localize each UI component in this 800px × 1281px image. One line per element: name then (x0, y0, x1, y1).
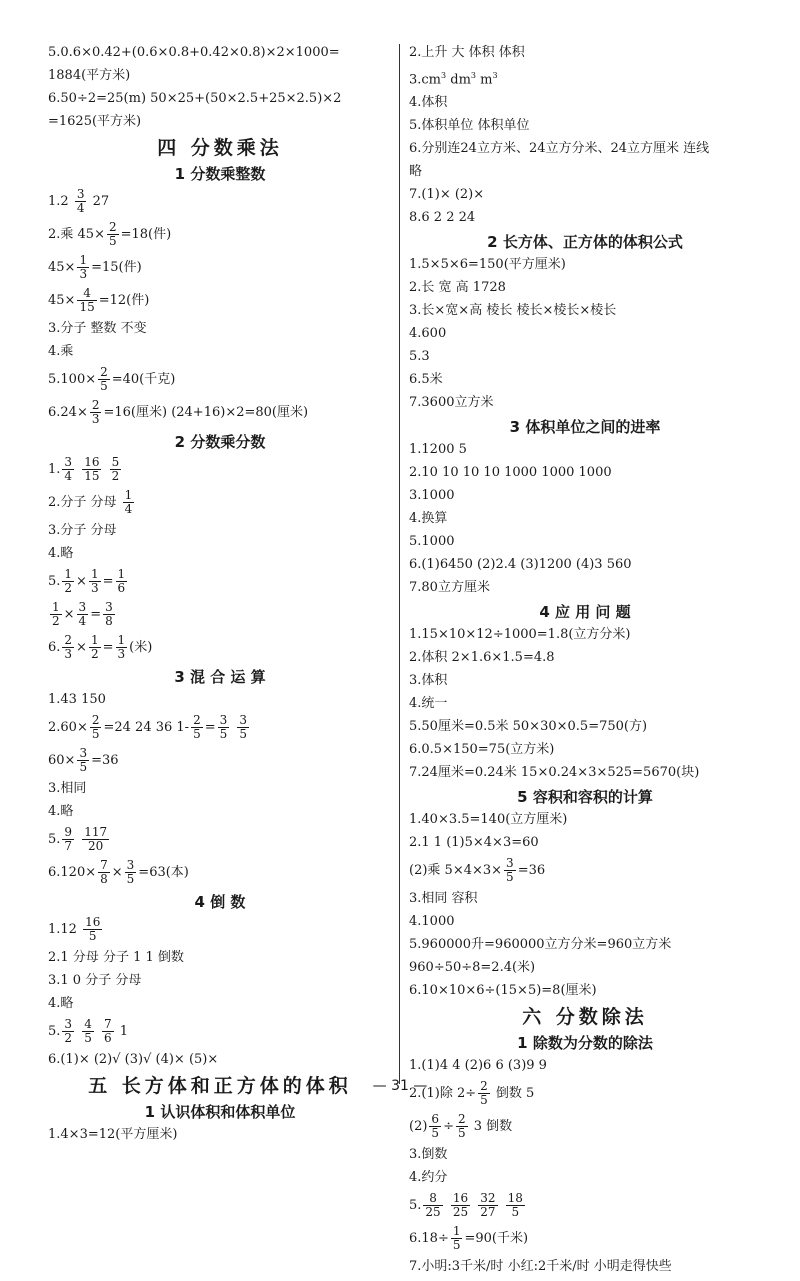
answer-line: 6. $\frac{2}{3}$ × $\frac{1}{2}$ = $\frac{1}{3}$ (米) (48, 633, 153, 661)
fraction: $\frac{3}{4}$ (64, 455, 73, 483)
answer-line: 5.100× $\frac{2}{5}$ =40(千克) (48, 365, 176, 393)
fraction: $\frac{1}{2}$ (90, 633, 99, 661)
answer-line: 7.3600立方米 (409, 395, 494, 411)
answer-line: 4.略 (48, 546, 74, 561)
answer-line: 4.约分 (409, 1170, 448, 1186)
fraction: $\frac{1}{5}$ (452, 1224, 461, 1253)
answer-line: 3.相同 (48, 781, 87, 796)
fraction: $\frac{2}{5}$ (480, 1079, 488, 1108)
fraction: $\frac{2}{3}$ (64, 633, 73, 661)
answer-line: 2.体积 2×1.6×1.5=4.8 (409, 650, 555, 666)
fraction: $\frac{2}{5}$ (91, 713, 100, 741)
answer-line: 1.43 150 (48, 692, 106, 707)
answer-line: (2) $\frac{6}{5}$ ÷ $\frac{2}{5}$ 3 倒数 (409, 1112, 513, 1141)
answer-line: 1.5×5×6=150(平方厘米) (409, 257, 566, 273)
fraction: $\frac{2}{5}$ (457, 1112, 466, 1141)
answer-line: 3.长×宽×高 棱长 棱长×棱长×棱长 (409, 303, 617, 319)
answer-line: 1884(平方米) (48, 68, 131, 83)
fraction: $\frac{32}{27}$ (480, 1191, 496, 1220)
fraction: $\frac{9}{7}$ (64, 825, 73, 853)
fraction: $\frac{2}{5}$ (193, 713, 201, 741)
fraction: $\frac{3}{5}$ (126, 858, 135, 886)
answer-line: 6.120× $\frac{7}{8}$ × $\frac{3}{5}$ =63(本) (48, 858, 189, 886)
answer-line: 5. $\frac{1}{2}$ × $\frac{1}{3}$ = $\frac{1}{6}$ (48, 567, 126, 595)
answer-line: 45× $\frac{1}{3}$ =15(件) (48, 253, 142, 281)
fraction: $\frac{3}{5}$ (79, 746, 88, 774)
answer-line: 5. $\frac{9}{7}$ $\frac{117}{20}$ (48, 825, 108, 853)
answer-line: 4.略 (48, 804, 74, 819)
answer-line: 45× $\frac{4}{15}$ =12(件) (48, 286, 150, 314)
fraction: $\frac{3}{8}$ (105, 600, 113, 628)
answer-line: 7.24厘米=0.24米 15×0.24×3×525=5670(块) (409, 765, 700, 781)
answer-line: 4.体积 (409, 95, 448, 111)
left-column (48, 44, 392, 1149)
fraction: $\frac{3}{4}$ (78, 600, 87, 628)
answer-line: 2.1 1 (1)5×4×3=60 (409, 835, 539, 851)
fraction: $\frac{2}{3}$ (91, 398, 100, 426)
fraction: $\frac{3}{2}$ (64, 1017, 73, 1045)
fraction: $\frac{3}{5}$ (219, 713, 228, 741)
fraction: $\frac{16}{5}$ (85, 915, 101, 943)
answer-line: 3.分子 整数 不变 (48, 321, 147, 336)
unit-heading: 五 长方体和正方体的体积 (88, 1075, 352, 1097)
answer-line: 略 (409, 164, 423, 180)
answer-line: 1.1200 5 (409, 442, 467, 458)
section-heading: 3 体积单位之间的进率 (509, 418, 661, 437)
answer-line: 6.24× $\frac{2}{3}$ =16(厘米) (24+16)×2=80(厘米) (48, 398, 309, 426)
fraction: $\frac{3}{5}$ (506, 856, 514, 885)
answer-line: $\frac{1}{2}$ × $\frac{3}{4}$ = $\frac{3}{8}$ (52, 600, 113, 628)
fraction: $\frac{1}{6}$ (117, 567, 126, 595)
answer-line: 3.1 0 分子 分母 (48, 973, 142, 988)
answer-line: 6.10×10×6÷(15×5)=8(厘米) (409, 983, 597, 999)
answer-line: 3.相同 容积 (409, 891, 478, 907)
answer-line: 4.换算 (409, 511, 448, 527)
answer-line: 7.(1)× (2)× (409, 187, 485, 203)
fraction: $\frac{18}{5}$ (507, 1191, 523, 1220)
answer-line: 2.长 宽 高 1728 (409, 280, 506, 296)
fraction: $\frac{8}{25}$ (425, 1191, 441, 1220)
answer-line: 3.分子 分母 (48, 523, 117, 538)
answer-line: (2)乘 5×4×3× $\frac{3}{5}$ =36 (409, 856, 546, 885)
answer-line: 4.1000 (409, 914, 455, 930)
fraction: $\frac{1}{2}$ (52, 600, 60, 628)
answer-line: 5.1000 (409, 534, 455, 550)
section-heading: 2 分数乘分数 (174, 433, 266, 451)
fraction: $\frac{1}{3}$ (79, 253, 88, 281)
answer-line: 2.分子 分母 $\frac{1}{4}$ (48, 488, 133, 516)
answer-line: 4.乘 (48, 344, 74, 359)
fraction: $\frac{4}{15}$ (79, 286, 95, 314)
answer-line: 5. $\frac{8}{25}$ $\frac{16}{25}$ $\frac{32}{27}$ $\frac{18}{5}$ (409, 1191, 523, 1220)
answer-line: 6.(1)× (2)√ (3)√ (4)× (5)× (48, 1052, 219, 1067)
fraction: $\frac{1}{3}$ (117, 633, 126, 661)
answer-line: 2.60× $\frac{2}{5}$ =24 24 36 1- $\frac{2}{5}$ = $\frac{3}{5}$ $\frac{3}{5}$ (48, 713, 248, 741)
answer-line: 7.80立方厘米 (409, 580, 490, 596)
answer-line: 6.50÷2=25(m) 50×25+(50×2.5+25×2.5)×2 (48, 91, 342, 106)
answer-line: 5.960000升=960000立方分米=960立方米 (409, 937, 672, 953)
fraction: $\frac{4}{5}$ (84, 1017, 92, 1045)
fraction: $\frac{1}{3}$ (90, 567, 99, 595)
answer-line: 3.1000 (409, 488, 455, 504)
column-divider (399, 44, 400, 1084)
fraction: $\frac{117}{20}$ (84, 825, 108, 853)
answer-line: 3.倒数 (409, 1147, 448, 1163)
answer-line: 5.50厘米=0.5米 50×30×0.5=750(方) (409, 719, 648, 735)
fraction: $\frac{1}{4}$ (124, 488, 133, 516)
answer-line: $3.cm^3$ $dm^3$ $m^3$ (409, 71, 498, 88)
answer-line: 2.乘 45× $\frac{2}{5}$ =18(件) (48, 220, 172, 248)
answer-line: 6.0.5×150=75(立方米) (409, 742, 555, 758)
answer-line: 2.(1)除 2÷ $\frac{2}{5}$ 倒数 5 (409, 1079, 535, 1108)
fraction: $\frac{16}{15}$ (84, 455, 100, 483)
answer-line: 1. $\frac{3}{4}$ $\frac{16}{15}$ $\frac{5}{2}$ (48, 455, 120, 483)
section-heading: 5 容积和容积的计算 (517, 788, 653, 807)
fraction: $\frac{7}{6}$ (103, 1017, 112, 1045)
answer-line: =1625(平方米) (48, 114, 142, 129)
answer-line: 1.12 $\frac{16}{5}$ (48, 915, 101, 943)
section-heading: 1 分数乘整数 (174, 165, 266, 183)
answer-line: 60× $\frac{3}{5}$ =36 (48, 746, 119, 774)
fraction: $\frac{1}{2}$ (64, 567, 73, 595)
answer-line: 2.10 10 10 10 1000 1000 1000 (409, 465, 612, 481)
answer-line: 5.3 (409, 349, 430, 365)
answer-line: 960÷50÷8=2.4(米) (409, 960, 536, 976)
answer-line: 5. $\frac{3}{2}$ $\frac{4}{5}$ $\frac{7}{6}$ 1 (48, 1017, 129, 1045)
section-heading: 4 应 用 问 题 (539, 603, 631, 622)
answer-line: 3.体积 (409, 673, 448, 689)
section-heading: 2 长方体、正方体的体积公式 (487, 233, 683, 252)
answer-line: 4.略 (48, 996, 74, 1011)
fraction: $\frac{2}{5}$ (108, 220, 117, 248)
answer-line: 1.2 $\frac{3}{4}$ 27 (48, 187, 110, 215)
fraction: $\frac{16}{25}$ (452, 1191, 469, 1220)
answer-line: 6.5米 (409, 372, 443, 388)
answer-line: 5.体积单位 体积单位 (409, 118, 530, 134)
section-heading: 1 认识体积和体积单位 (144, 1103, 296, 1121)
answer-line: 1.15×10×12÷1000=1.8(立方分米) (409, 627, 631, 643)
answer-line: 4.统一 (409, 696, 448, 712)
section-heading: 3 混 合 运 算 (174, 668, 266, 686)
answer-line: 5.0.6×0.42+(0.6×0.8+0.42×0.8)×2×1000= (48, 45, 340, 60)
answer-line: 1.(1)4 4 (2)6 6 (3)9 9 (409, 1058, 547, 1074)
fraction: $\frac{5}{2}$ (111, 455, 120, 483)
unit-heading: 四 分数乘法 (157, 137, 283, 159)
answer-line: 1.40×3.5=140(立方厘米) (409, 812, 568, 828)
answer-line: 1.4×3=12(平方厘米) (48, 1127, 178, 1142)
fraction: $\frac{3}{5}$ (239, 713, 248, 741)
page-number: — 31 — (372, 1078, 428, 1094)
fraction: $\frac{6}{5}$ (431, 1112, 440, 1141)
answer-line: 2.上升 大 体积 体积 (409, 45, 525, 60)
fraction: $\frac{3}{4}$ (76, 187, 85, 215)
answer-line: 4.600 (409, 326, 447, 342)
answer-line: 6.18÷ $\frac{1}{5}$ =90(千米) (409, 1224, 529, 1253)
answer-line: 2.1 分母 分子 1 1 倒数 (48, 950, 184, 965)
section-heading: 4 倒 数 (194, 893, 246, 911)
fraction: $\frac{7}{8}$ (100, 858, 108, 886)
answer-line: 8.6 2 2 24 (409, 210, 476, 226)
answer-line: 7.小明:3千米/时 小红:2千米/时 小明走得快些 (409, 1259, 672, 1275)
section-heading: 1 除数为分数的除法 (517, 1034, 653, 1053)
fraction: $\frac{2}{5}$ (100, 365, 108, 393)
unit-heading: 六 分数除法 (522, 1006, 648, 1029)
answer-line: 6.分别连24立方米、24立方分米、24立方厘米 连线 (409, 141, 710, 157)
answer-line: 6.(1)6450 (2)2.4 (3)1200 (4)3 560 (409, 557, 632, 573)
right-column (409, 44, 761, 1281)
